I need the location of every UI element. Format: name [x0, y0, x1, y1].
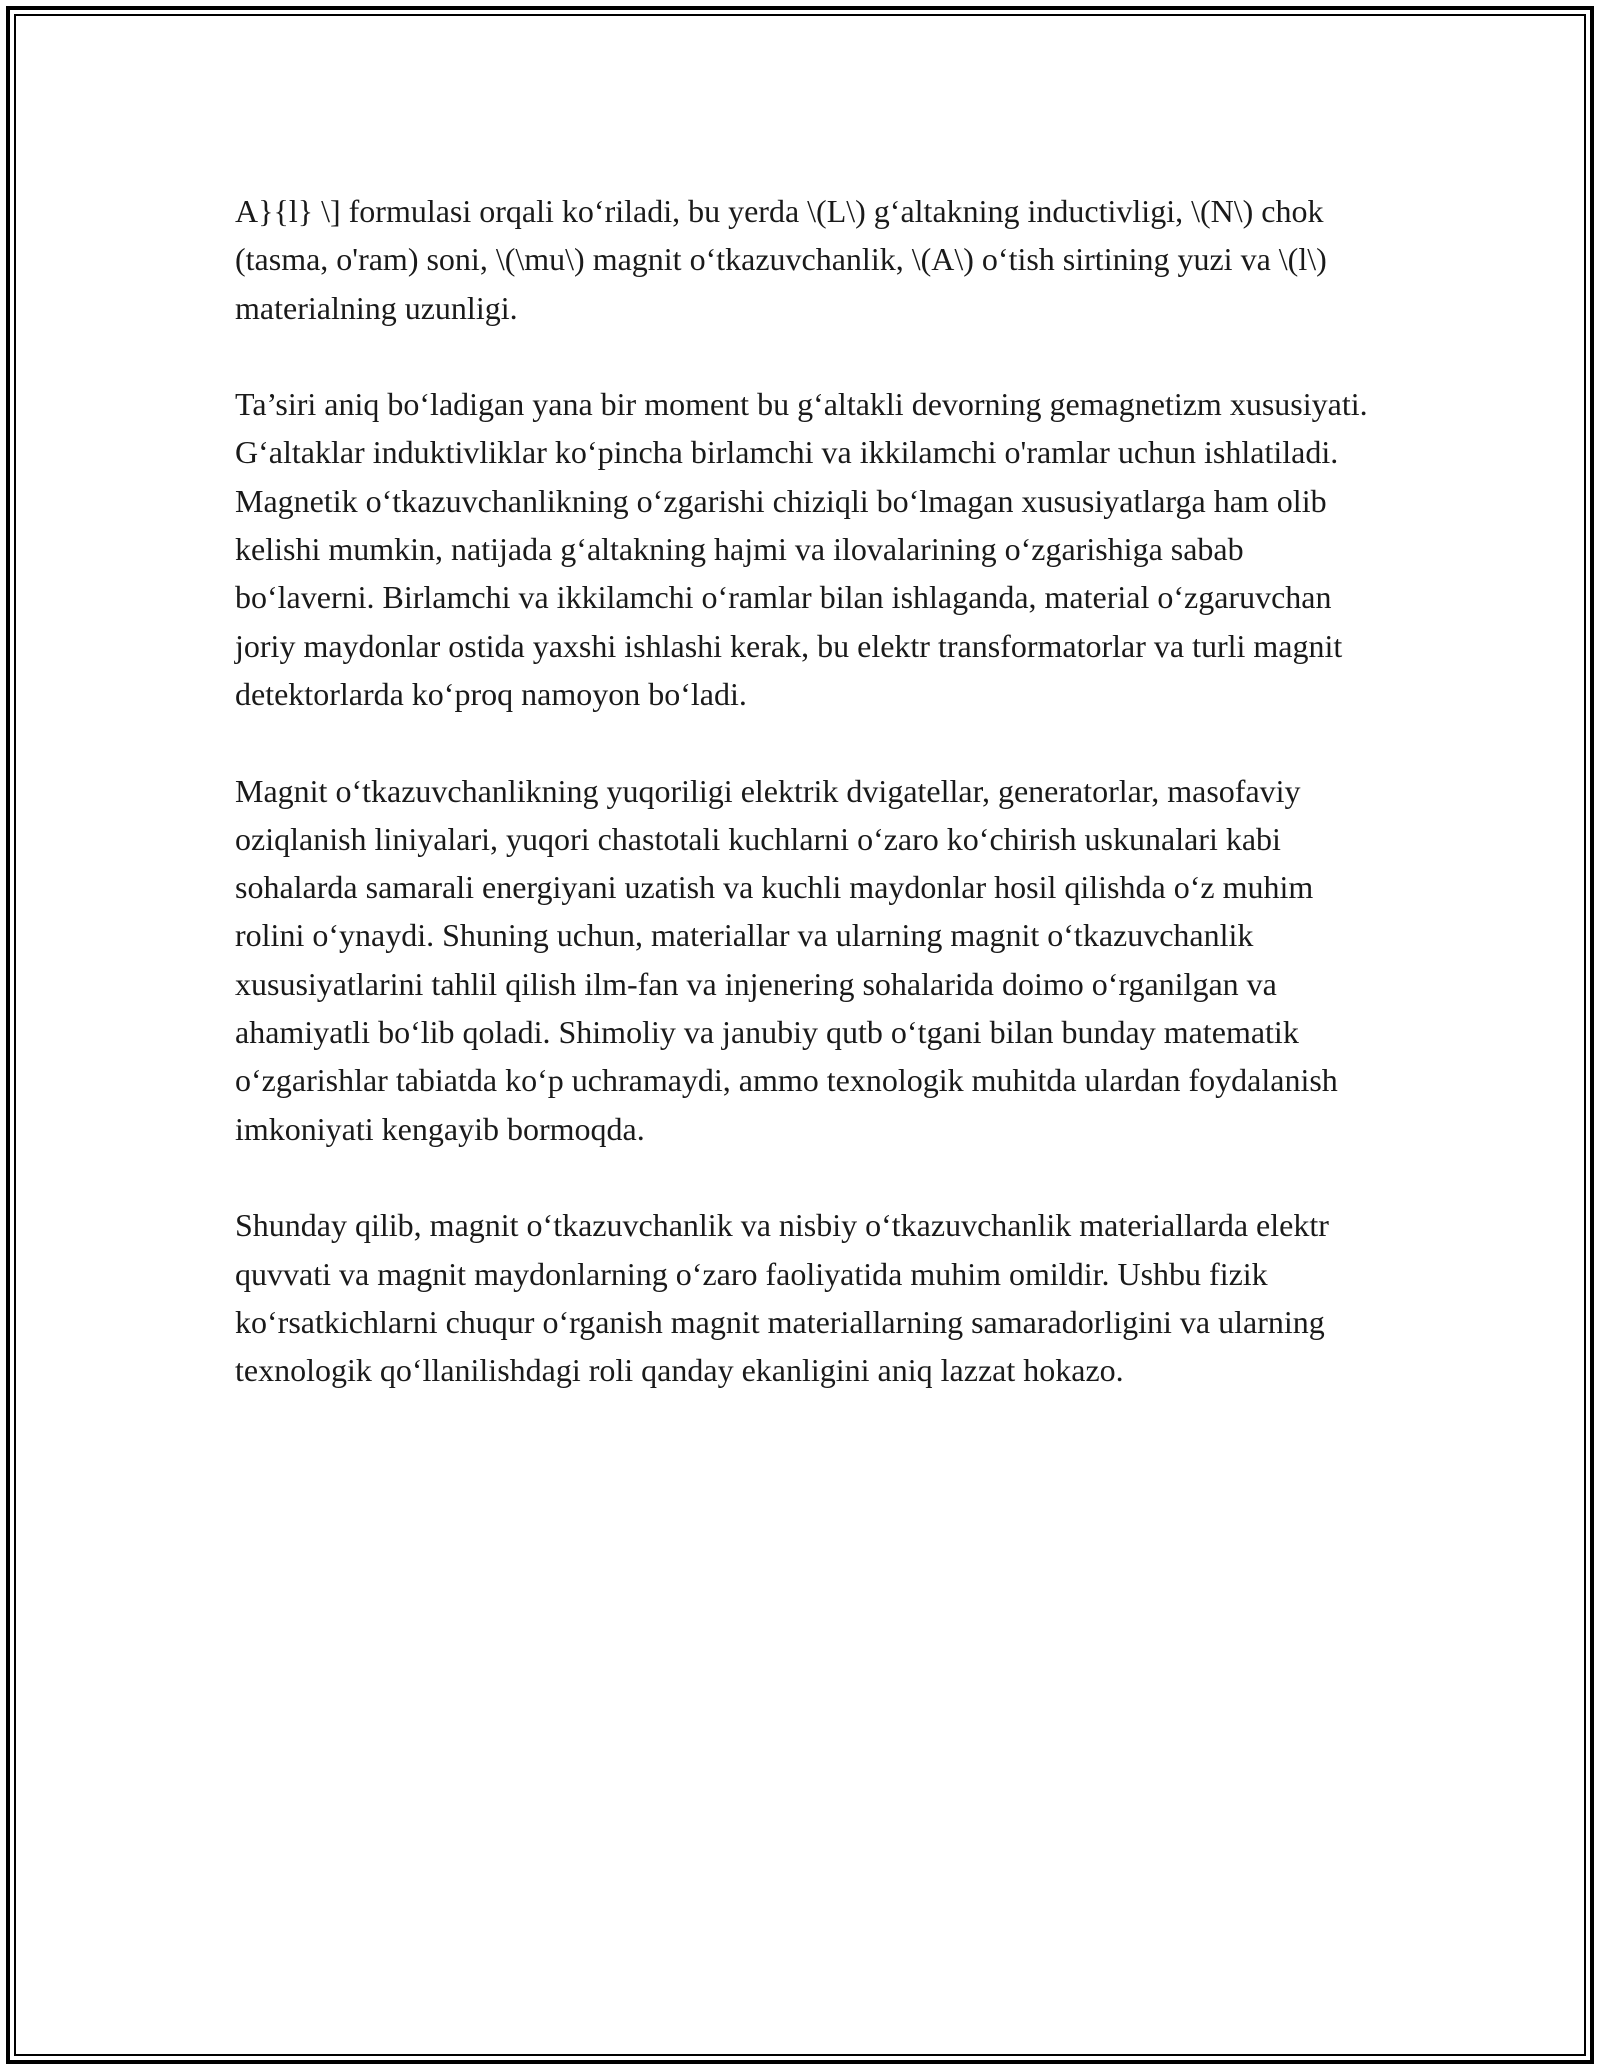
paragraph-formula-explanation: A}{l} \] formulasi orqali ko‘riladi, bu yerda \(L\) g‘altakning inductivligi, \(N\) chok (tasma, o'ram) soni, \(\mu\) magnit o‘tkazuvchanlik, \(A\) o‘tish sirtining yuzi va \(l\) materialning uzunligi.: [235, 193, 1327, 326]
paragraph-coil-properties: Ta’siri aniq bo‘ladigan yana bir moment bu g‘altakli devorning gemagnetizm xususiyati. G‘altaklar induktivliklar ko‘pincha birlamchi va ikkilamchi o'ramlar uchun ishlatiladi. Magnetik o‘tkazuvchanlikning o‘zgarishi chiziqli bo‘lmagan xususiyatlarga ham olib kelishi mumkin, natijada g‘altakning hajmi va ilovalarining o‘zgarishiga sabab bo‘laverni. Birlamchi va ikkilamchi o‘ramlar bilan ishlaganda, material o‘zgaruvchan joriy maydonlar ostida yaxshi ishlashi kerak, bu elektr transformatorlar va turli magnit detektorlarda ko‘proq namoyon bo‘ladi.: [235, 386, 1368, 712]
document-body: [235, 187, 1375, 1443]
paragraph-conclusion: Shunday qilib, magnit o‘tkazuvchanlik va nisbiy o‘tkazuvchanlik materiallarda elektr quvvati va magnit maydonlarning o‘zaro faoliyatida muhim omildir. Ushbu fizik ko‘rsatkichlarni chuqur o‘rganish magnit materiallarning samaradorligini va ularning texnologik qo‘llanilishdagi roli qanday ekanligini aniq lazzat hokazo.: [235, 1207, 1329, 1389]
paragraph-applications: Magnit o‘tkazuvchanlikning yuqoriligi elektrik dvigatellar, generatorlar, masofaviy oziqlanish liniyalari, yuqori chastotali kuchlarni o‘zaro ko‘chirish uskunalari kabi sohalarda samarali energiyani uzatish va kuchli maydonlar hosil qilishda o‘z muhim rolini o‘ynaydi. Shuning uchun, materiallar va ularning magnit o‘tkazuvchanlik xususiyatlarini tahlil qilish ilm-fan va injenering sohalarida doimo o‘rganilgan va ahamiyatli bo‘lib qoladi. Shimoliy va janubiy qutb o‘tgani bilan bunday matematik o‘zgarishlar tabiatda ko‘p uchramaydi, ammo texnologik muhitda ulardan foydalanish imkoniyati kengayib bormoqda.: [235, 772, 1338, 1147]
